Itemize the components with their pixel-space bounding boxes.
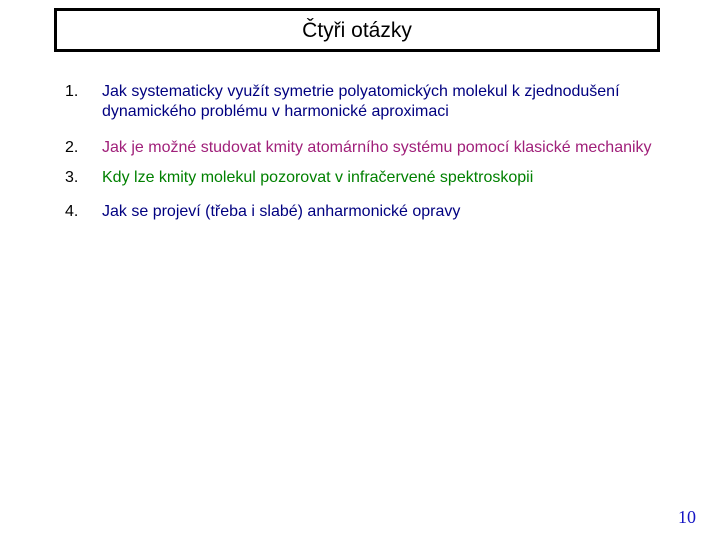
slide-title: Čtyři otázky: [302, 18, 412, 42]
question-item: [65, 202, 705, 222]
question-text: Jak systematicky využít symetrie polyatomických molekul k zjednodušení dynamického problému v harmonické aproximaci: [102, 83, 620, 120]
question-item: [65, 168, 705, 188]
question-number: 3.: [65, 169, 79, 186]
question-item: [65, 82, 705, 122]
question-item: [65, 138, 705, 158]
page-number: 10: [678, 507, 696, 527]
question-number: 1.: [65, 83, 79, 100]
question-text: Jak se projeví (třeba i slabé) anharmonické opravy: [102, 203, 461, 220]
question-number: 4.: [65, 203, 79, 220]
question-text: Jak je možné studovat kmity atomárního systému pomocí klasické mechaniky: [102, 139, 652, 156]
question-text: Kdy lze kmity molekul pozorovat v infračervené spektroskopii: [102, 169, 534, 186]
title-box: [54, 8, 660, 52]
question-list: [65, 82, 705, 222]
question-number: 2.: [65, 139, 79, 156]
